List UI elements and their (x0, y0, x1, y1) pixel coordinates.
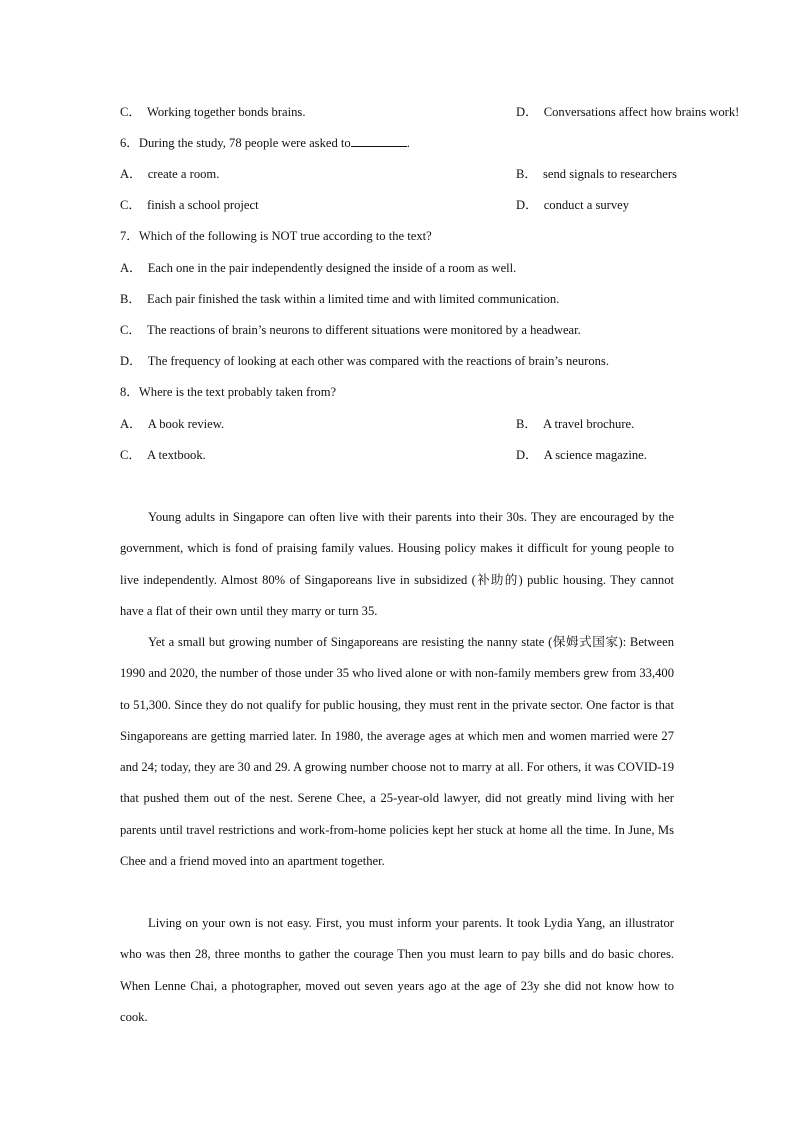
q8-option-c: C． A textbook. (120, 448, 206, 462)
q6-options-ab (120, 166, 682, 182)
q8-option-b: B． A travel brochure. (516, 417, 635, 431)
q8-options-ab (120, 416, 682, 432)
q6-option-c: C． finish a school project (120, 198, 259, 212)
passage-paragraph-2: Yet a small but growing number of Singaporeans are resisting the nanny state (保姆式国家): Between 1990 and 2020, the number of those under 35 who lived alone or with non-family members grew from 33,400 to 51,300. Since they do not qualify for public housing, they must rent in the private sector. One factor is that Singaporeans are getting married later. In 1980, the average ages at which men and women married were 27 and 24; today, they are 30 and 29. A growing number choose not to marry at all. For others, it was COVID-19 that pushed them out of the nest. Serene Chee, a 25-year-old lawyer, did not greatly mind living with her parents until travel restrictions and work-from-home policies kept her stuck at home all the time. In June, Ms Chee and a friend moved into an apartment together. (120, 635, 675, 869)
q7-option-a: A． Each one in the pair independently designed the inside of a room as well. (120, 261, 517, 275)
q6-options-cd (120, 197, 682, 213)
q7-stem: 7．Which of the following is NOT true according to the text? (120, 229, 432, 243)
q6-option-d: D． conduct a survey (516, 198, 630, 212)
q5-option-d: D． Conversations affect how brains work! (516, 105, 740, 119)
q8-option-d: D． A science magazine. (516, 448, 647, 462)
q5-option-c: C． Working together bonds brains. (120, 105, 306, 119)
passage-paragraph-1: Young adults in Singapore can often live with their parents into their 30s. They are encouraged by the government, which is fond of praising family values. Housing policy makes it difficult for young people to live independently. Almost 80% of Singaporeans live in subsidized (补助的) public housing. They cannot have a flat of their own until they marry or turn 35. (120, 510, 674, 618)
answer-blank (351, 135, 407, 147)
q6-stem: 6．During the study, 78 people were asked to . (120, 136, 410, 150)
q5-options-cd (120, 104, 740, 120)
q6-option-a: A． create a room. (120, 167, 220, 181)
q7-option-d: D． The frequency of looking at each other was compared with the reactions of brain’s neurons. (120, 354, 609, 368)
q7-option-b: B． Each pair finished the task within a limited time and with limited communication. (120, 292, 560, 306)
passage-paragraph-3: Living on your own is not easy. First, you must inform your parents. It took Lydia Yang, an illustrator who was then 28, three months to gather the courage Then you must learn to pay bills and do basic chores. When Lenne Chai, a photographer, moved out seven years ago at the age of 23y she did not know how to cook. (120, 916, 674, 1024)
q8-options-cd (120, 447, 682, 463)
q6-option-b: B． send signals to researchers (516, 167, 677, 181)
q8-stem: 8．Where is the text probably taken from? (120, 385, 337, 399)
q7-option-c: C． The reactions of brain’s neurons to different situations were monitored by a headwear. (120, 323, 581, 337)
q8-option-a: A． A book review. (120, 417, 225, 431)
